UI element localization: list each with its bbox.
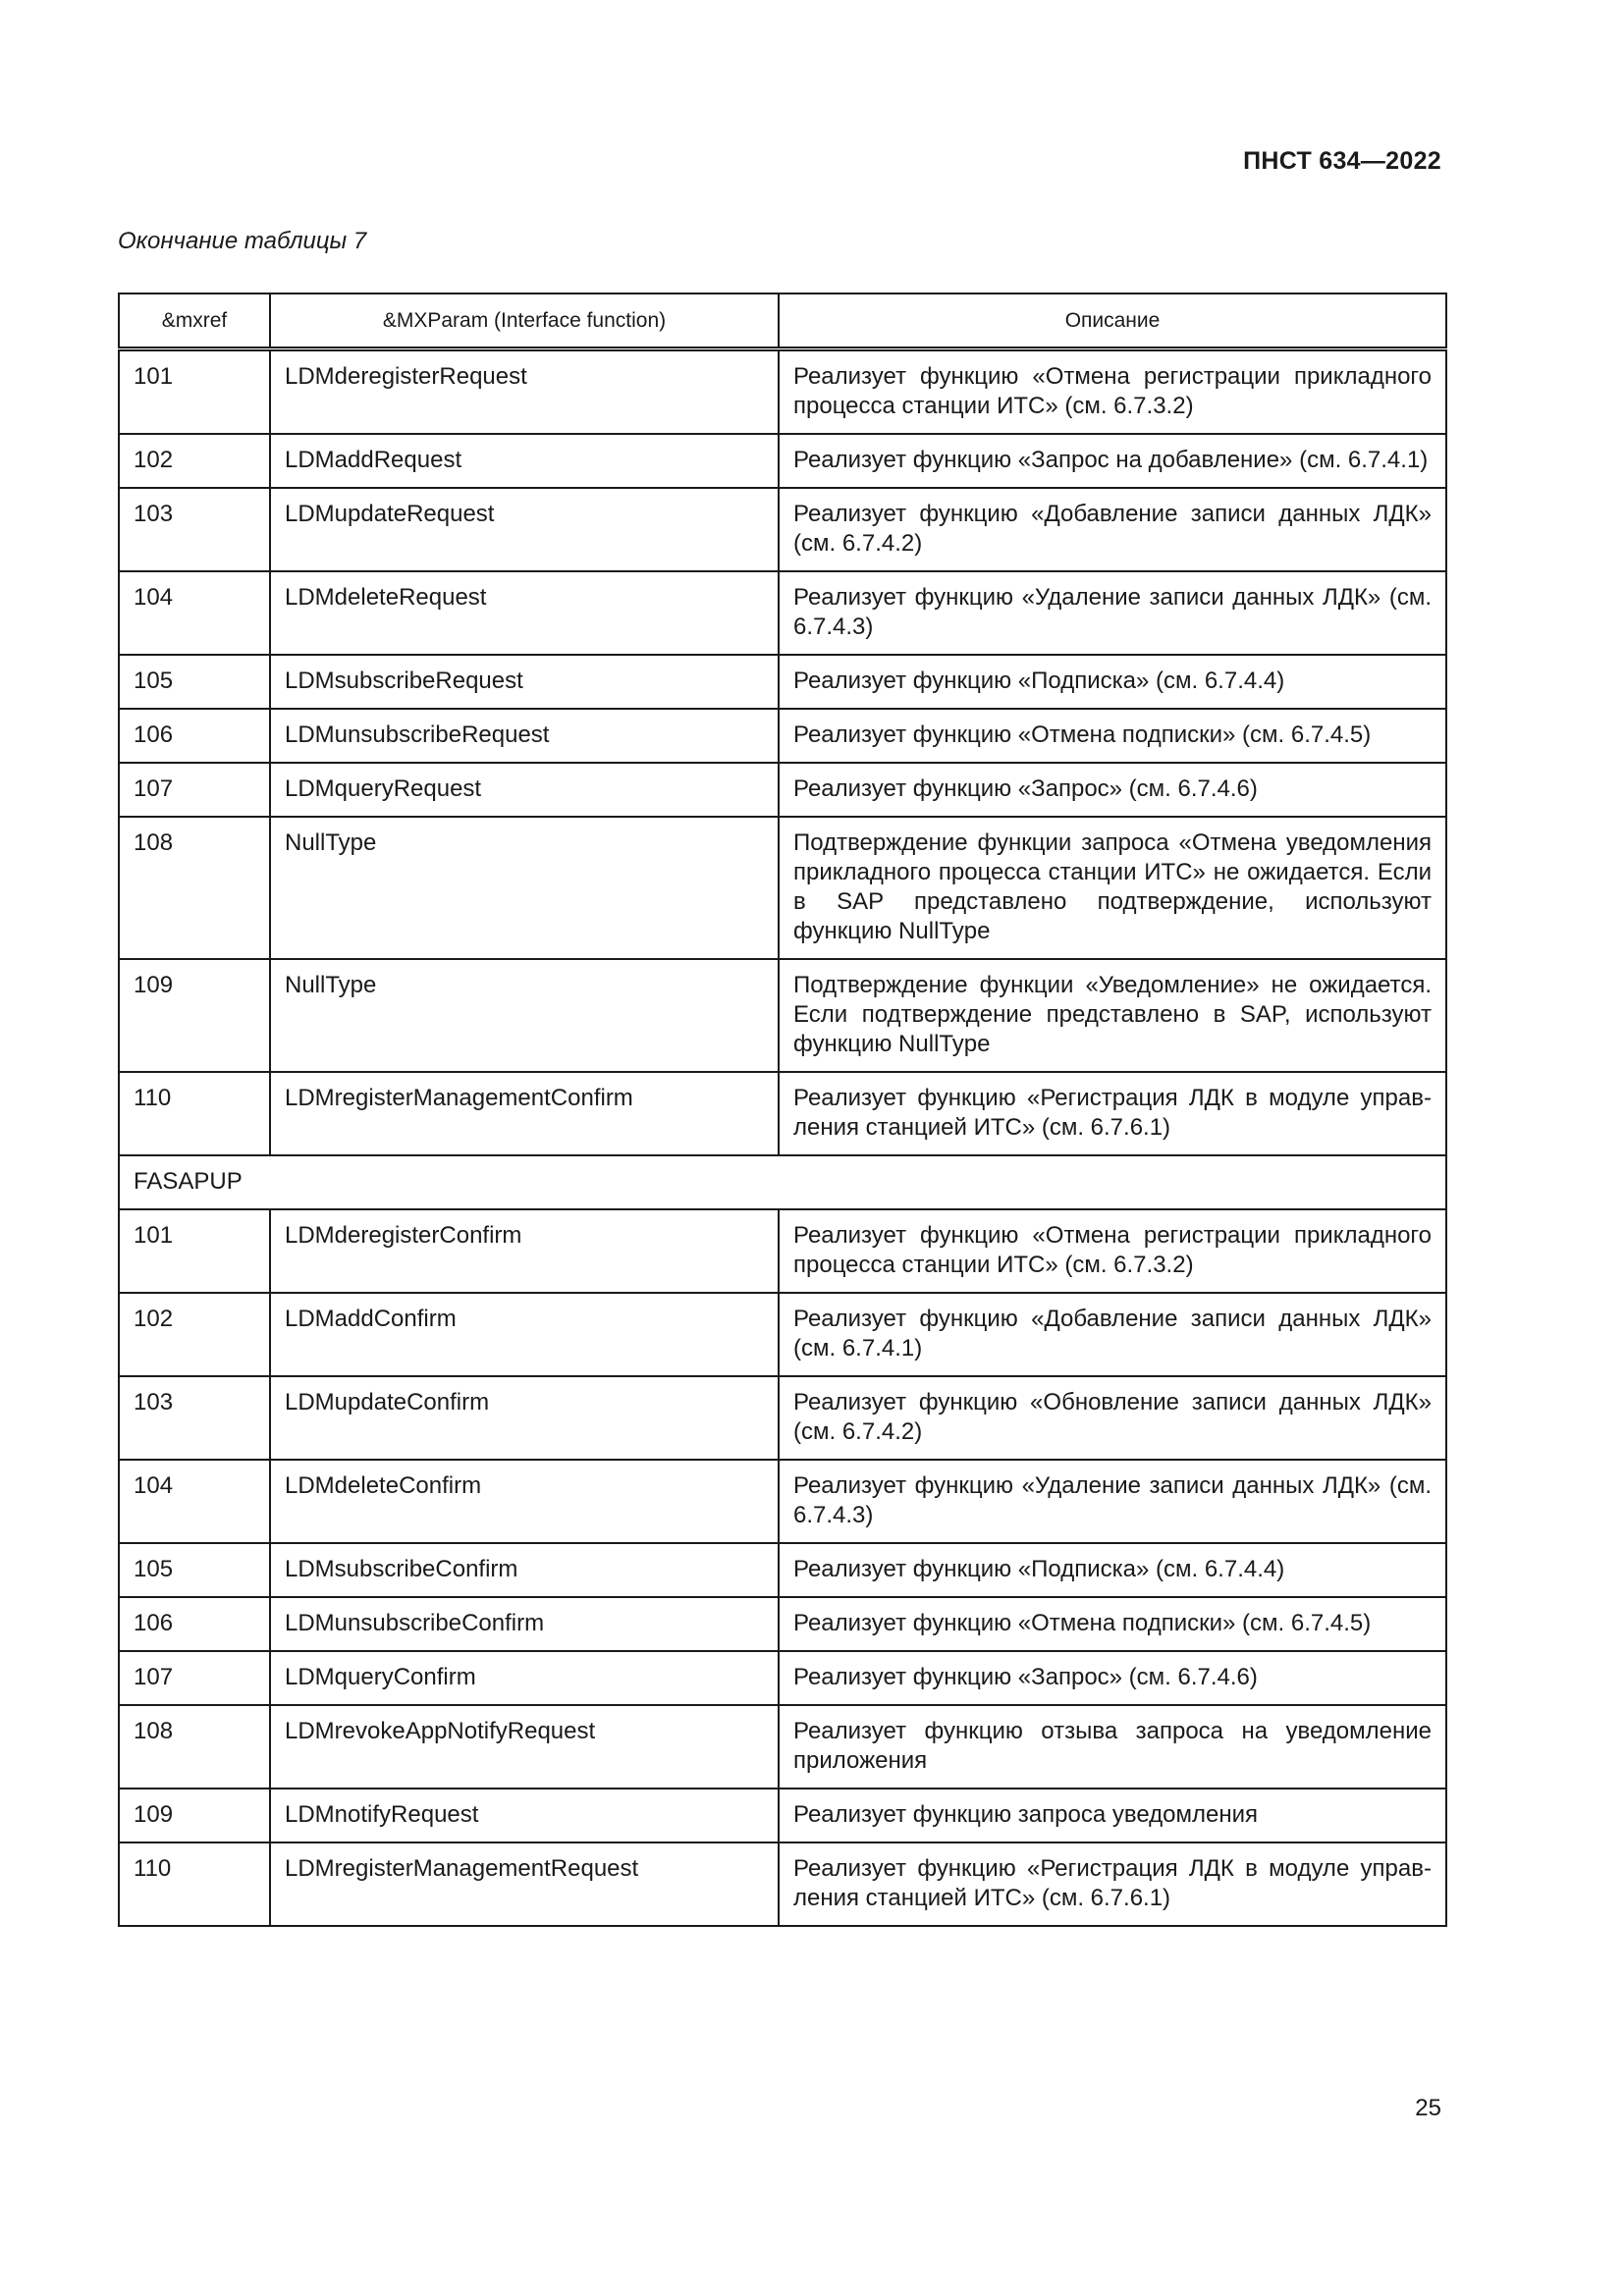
cell-mxparam: LDMregisterManagementRequest [270,1842,779,1926]
cell-description: Реализует функцию «Регистрация ЛДК в модуле управления станцией ИТС» (см. 6.7.6.1) [779,1072,1446,1155]
table-row [119,959,1446,1072]
column-header-mxref: &mxref [119,294,270,349]
cell-mxparam: LDMdeleteConfirm [270,1460,779,1543]
cell-mxref: 107 [119,1651,270,1705]
table-row [119,817,1446,959]
table-row [119,349,1446,435]
table-row [119,1460,1446,1543]
page-number: 25 [1415,2095,1441,2121]
cell-description: Реализует функцию «Добавление записи данных ЛДК» (см. 6.7.4.2) [779,488,1446,571]
table-row [119,709,1446,763]
cell-mxref: 110 [119,1842,270,1926]
cell-mxparam: LDMaddConfirm [270,1293,779,1376]
cell-mxref: 105 [119,655,270,709]
cell-mxparam: LDMsubscribeRequest [270,655,779,709]
column-header-mxparam: &MXParam (Interface function) [270,294,779,349]
cell-mxparam: LDMrevokeAppNotifyRequest [270,1705,779,1789]
cell-description: Реализует функцию «Удаление записи данных ЛДК» (см. 6.7.4.3) [779,1460,1446,1543]
cell-mxref: 109 [119,959,270,1072]
cell-description: Реализует функцию «Удаление записи данных ЛДК» (см. 6.7.4.3) [779,571,1446,655]
table-group [119,1155,1446,1209]
cell-description: Реализует функцию «Обновление записи данных ЛДК» (см. 6.7.4.2) [779,1376,1446,1460]
cell-description: Реализует функцию «Отмена подписки» (см. 6.7.4.5) [779,1597,1446,1651]
table-row [119,1293,1446,1376]
cell-mxparam: NullType [270,959,779,1072]
group-label: FASAPUP [119,1155,1446,1209]
cell-description: Реализует функцию «Отмена регистрации прикладного процесса станции ИТС» (см. 6.7.3.2) [779,1209,1446,1293]
table-row [119,1543,1446,1597]
cell-description: Реализует функцию «Отмена регистрации прикладного процесса станции ИТС» (см. 6.7.3.2) [779,349,1446,435]
cell-description: Реализует функцию «Запрос на добавление» (см. 6.7.4.1) [779,434,1446,488]
table-row [119,571,1446,655]
cell-mxref: 107 [119,763,270,817]
cell-mxparam: LDMregisterManagementConfirm [270,1072,779,1155]
cell-description: Реализует функцию запроса уведомления [779,1789,1446,1842]
cell-mxparam: NullType [270,817,779,959]
cell-description: Реализует функцию «Регистрация ЛДК в модуле управления станцией ИТС» (см. 6.7.6.1) [779,1842,1446,1926]
cell-mxparam: LDMqueryRequest [270,763,779,817]
cell-mxparam: LDMaddRequest [270,434,779,488]
cell-mxparam: LDMupdateConfirm [270,1376,779,1460]
document-code: ПНСТ 634—2022 [1243,147,1441,175]
cell-description: Реализует функцию «Отмена подписки» (см. 6.7.4.5) [779,709,1446,763]
table-row [119,1376,1446,1460]
cell-description: Реализует функцию «Добавление записи данных ЛДК» (см. 6.7.4.1) [779,1293,1446,1376]
table-body-part2 [119,1209,1446,1926]
cell-mxparam: LDMsubscribeConfirm [270,1543,779,1597]
interface-function-table [118,293,1447,1927]
table-row [119,1789,1446,1842]
cell-mxparam: LDMderegisterRequest [270,349,779,435]
cell-description: Реализует функцию «Запрос» (см. 6.7.4.6) [779,763,1446,817]
cell-mxref: 103 [119,488,270,571]
table-row [119,1651,1446,1705]
table-row [119,1072,1446,1155]
table-body-part1 [119,349,1446,1156]
table-row [119,655,1446,709]
table-row [119,434,1446,488]
cell-mxref: 108 [119,817,270,959]
table-caption: Окончание таблицы 7 [118,228,367,254]
cell-mxref: 102 [119,434,270,488]
table-row [119,1842,1446,1926]
cell-mxref: 109 [119,1789,270,1842]
cell-description: Реализует функцию «Подписка» (см. 6.7.4.4) [779,1543,1446,1597]
cell-mxref: 101 [119,1209,270,1293]
group-row [119,1155,1446,1209]
cell-mxref: 105 [119,1543,270,1597]
cell-mxref: 104 [119,571,270,655]
table-row [119,763,1446,817]
column-header-description: Описание [779,294,1446,349]
cell-mxref: 103 [119,1376,270,1460]
cell-mxparam: LDMderegisterConfirm [270,1209,779,1293]
cell-mxparam: LDMqueryConfirm [270,1651,779,1705]
table-row [119,1597,1446,1651]
table-row [119,1705,1446,1789]
cell-mxref: 101 [119,349,270,435]
cell-mxparam: LDMdeleteRequest [270,571,779,655]
table-row [119,488,1446,571]
cell-description: Реализует функцию отзыва запроса на уведомление приложения [779,1705,1446,1789]
cell-description: Подтверждение функции запроса «Отмена уведомления прикладного процесса станции ИТС» не ожидается. Если в SAP представлено подтверждение, используют функцию NullType [779,817,1446,959]
cell-mxref: 110 [119,1072,270,1155]
cell-mxparam: LDMunsubscribeConfirm [270,1597,779,1651]
cell-description: Реализует функцию «Запрос» (см. 6.7.4.6) [779,1651,1446,1705]
cell-mxref: 104 [119,1460,270,1543]
cell-mxparam: LDMupdateRequest [270,488,779,571]
cell-mxref: 102 [119,1293,270,1376]
cell-description: Подтверждение функции «Уведомление» не ожидается. Если подтверждение представлено в SAP, используют функцию NullType [779,959,1446,1072]
cell-mxparam: LDMunsubscribeRequest [270,709,779,763]
table-row [119,1209,1446,1293]
table-header-row [119,294,1446,349]
cell-mxref: 106 [119,709,270,763]
cell-description: Реализует функцию «Подписка» (см. 6.7.4.4) [779,655,1446,709]
cell-mxparam: LDMnotifyRequest [270,1789,779,1842]
cell-mxref: 106 [119,1597,270,1651]
cell-mxref: 108 [119,1705,270,1789]
